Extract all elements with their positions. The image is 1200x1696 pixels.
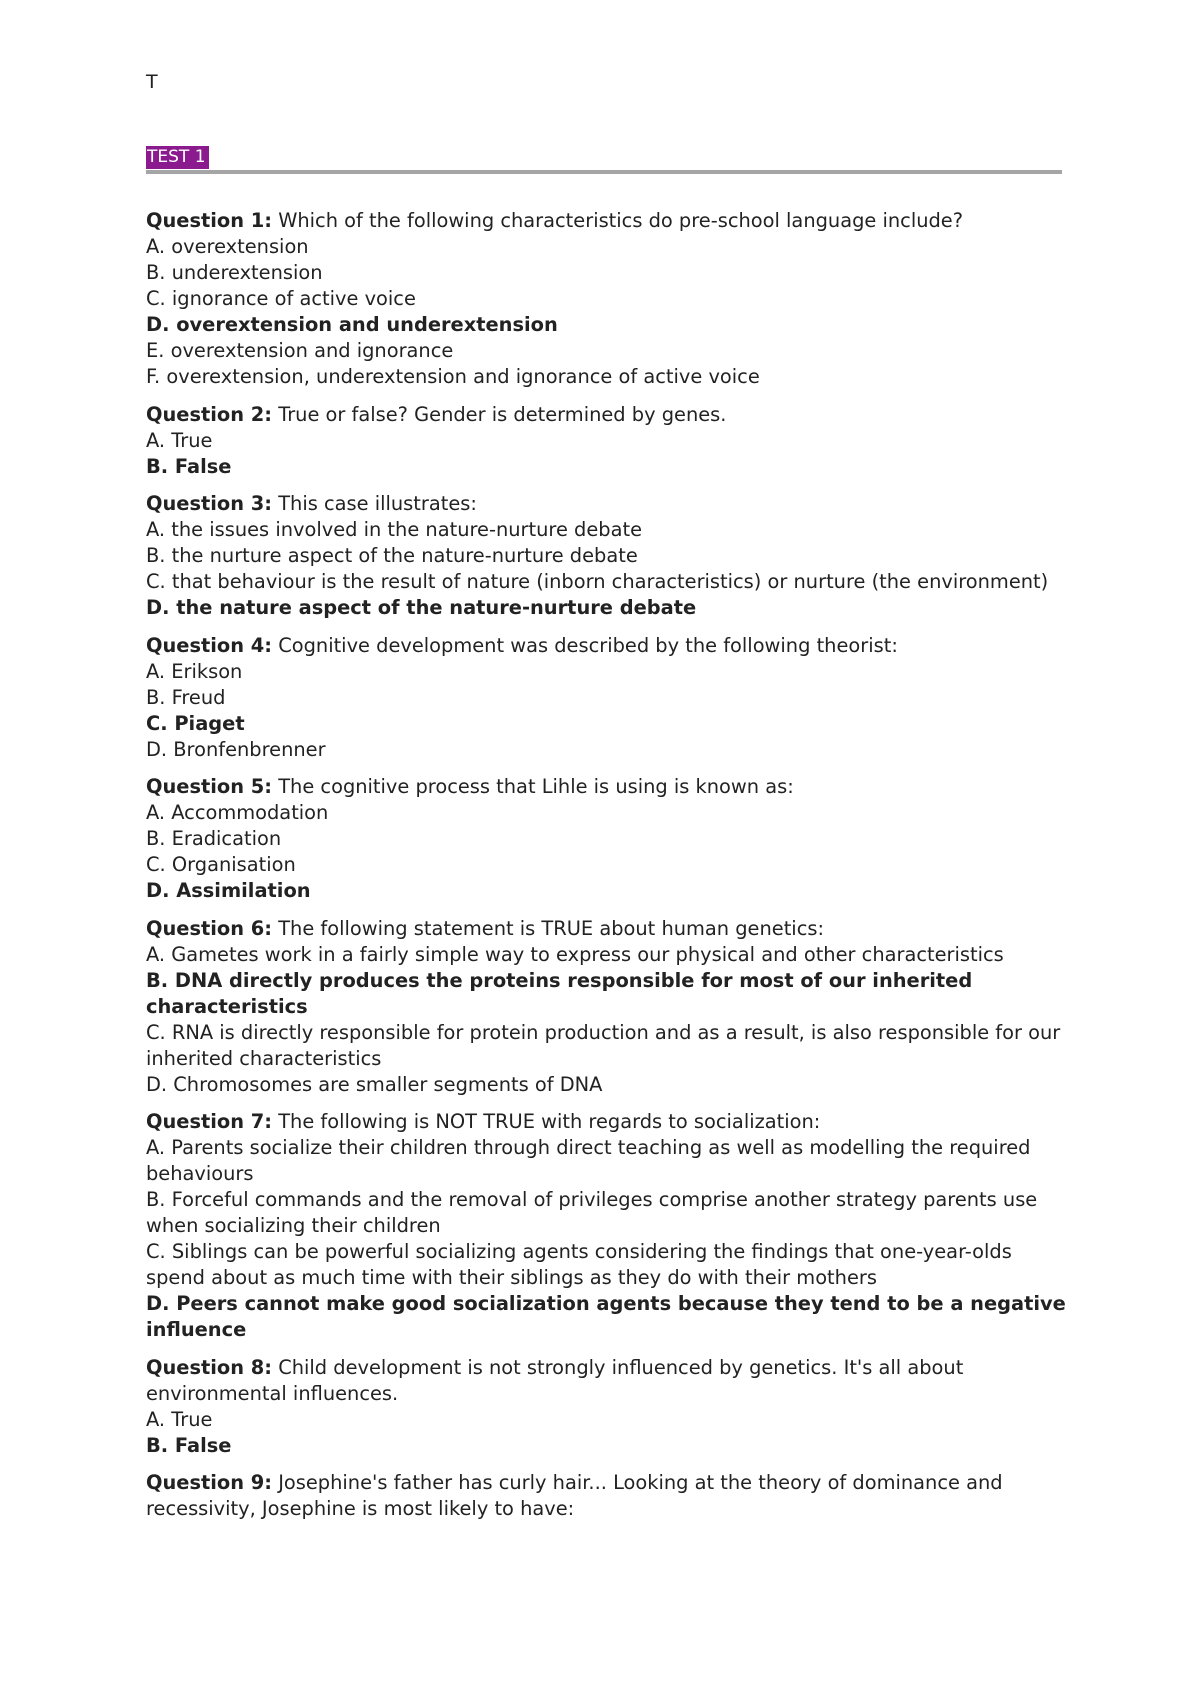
answer-option: E. overextension and ignorance <box>146 339 454 362</box>
answer-option: A. Accommodation <box>146 801 329 824</box>
answer-option-correct: D. the nature aspect of the nature-nurture debate <box>146 596 697 619</box>
answer-option-correct: B. False <box>146 454 232 478</box>
answer-option: A. True <box>146 428 213 452</box>
question-block <box>146 774 1066 904</box>
page-header-letter: T <box>146 71 158 93</box>
answer-option: D. Bronfenbrenner <box>146 737 326 761</box>
question-stem <box>146 208 1066 234</box>
question-text: Child development is not strongly influenced by genetics. It's all about environmental influences. <box>146 1355 964 1405</box>
question-stem <box>146 1470 1066 1522</box>
answer-option: B. Eradication <box>146 827 282 850</box>
question-stem <box>146 1355 1066 1407</box>
question-stem <box>146 491 1066 517</box>
question-text: This case illustrates: <box>272 492 477 515</box>
answer-option: A. Parents socialize their children through direct teaching as well as modelling the required behaviours <box>146 1136 1031 1185</box>
question-text: Cognitive development was described by the following theorist: <box>272 633 898 657</box>
answer-option: D. Chromosomes are smaller segments of DNA <box>146 1072 603 1096</box>
question-block <box>146 1109 1066 1343</box>
question-stem <box>146 402 1066 428</box>
question-number: Question 8: <box>146 1355 273 1379</box>
question-number: Question 1: <box>146 209 273 232</box>
answer-option-correct: B. False <box>146 1433 232 1457</box>
question-text: Josephine's father has curly hair... Looking at the theory of dominance and recessivity, Josephine is most likely to have: <box>146 1471 1003 1520</box>
question-number: Question 2: <box>146 402 273 426</box>
question-block <box>146 208 1066 390</box>
question-block <box>146 916 1066 1098</box>
question-stem <box>146 633 1066 659</box>
question-text: The following statement is TRUE about human genetics: <box>272 916 824 940</box>
answer-option-correct: B. DNA directly produces the proteins responsible for most of our inherited characteristics <box>146 968 973 1018</box>
answer-option: F. overextension, underextension and ignorance of active voice <box>146 365 760 388</box>
answer-option: A. Erikson <box>146 659 243 683</box>
answer-option: C. that behaviour is the result of nature (inborn characteristics) or nurture (the environment) <box>146 570 1049 593</box>
question-number: Question 3: <box>146 492 273 515</box>
questions-list <box>146 208 1066 1534</box>
question-text: The cognitive process that Lihle is using is known as: <box>272 775 794 798</box>
question-block <box>146 1470 1066 1522</box>
answer-option: C. Siblings can be powerful socializing agents considering the findings that one-year-olds spend about as much time with their siblings as they do with their mothers <box>146 1240 1012 1289</box>
answer-option: C. ignorance of active voice <box>146 287 416 310</box>
question-stem <box>146 774 1066 800</box>
question-block <box>146 1355 1066 1459</box>
answer-option: B. Freud <box>146 685 226 709</box>
answer-option: B. the nurture aspect of the nature-nurture debate <box>146 544 638 567</box>
answer-option-correct: D. Assimilation <box>146 879 311 902</box>
test-heading <box>146 146 1060 169</box>
question-stem <box>146 1109 1066 1135</box>
question-text: Which of the following characteristics do pre-school language include? <box>272 209 964 232</box>
test-title-label: TEST 1 <box>146 146 209 169</box>
question-block <box>146 633 1066 763</box>
question-number: Question 9: <box>146 1471 273 1494</box>
answer-option: B. Forceful commands and the removal of privileges comprise another strategy parents use when socializing their children <box>146 1188 1038 1237</box>
question-number: Question 4: <box>146 633 273 657</box>
answer-option: A. the issues involved in the nature-nurture debate <box>146 518 643 541</box>
answer-option: A. Gametes work in a fairly simple way to express our physical and other characteristics <box>146 942 1004 966</box>
answer-option: C. RNA is directly responsible for protein production and as a result, is also responsible for our inherited characteristics <box>146 1020 1061 1070</box>
question-text: The following is NOT TRUE with regards to socialization: <box>272 1110 821 1133</box>
answer-option-correct: D. Peers cannot make good socialization agents because they tend to be a negative influence <box>146 1292 1066 1341</box>
question-number: Question 5: <box>146 775 273 798</box>
answer-option: A. True <box>146 1407 213 1431</box>
answer-option: B. underextension <box>146 261 323 284</box>
question-stem <box>146 916 1066 942</box>
question-block <box>146 491 1066 621</box>
question-block <box>146 402 1066 480</box>
answer-option-correct: C. Piaget <box>146 711 245 735</box>
question-number: Question 6: <box>146 916 273 940</box>
answer-option-correct: D. overextension and underextension <box>146 313 558 336</box>
question-text: True or false? Gender is determined by genes. <box>272 402 727 426</box>
question-number: Question 7: <box>146 1110 273 1133</box>
heading-divider <box>146 170 1062 174</box>
answer-option: A. overextension <box>146 235 309 258</box>
answer-option: C. Organisation <box>146 853 296 876</box>
